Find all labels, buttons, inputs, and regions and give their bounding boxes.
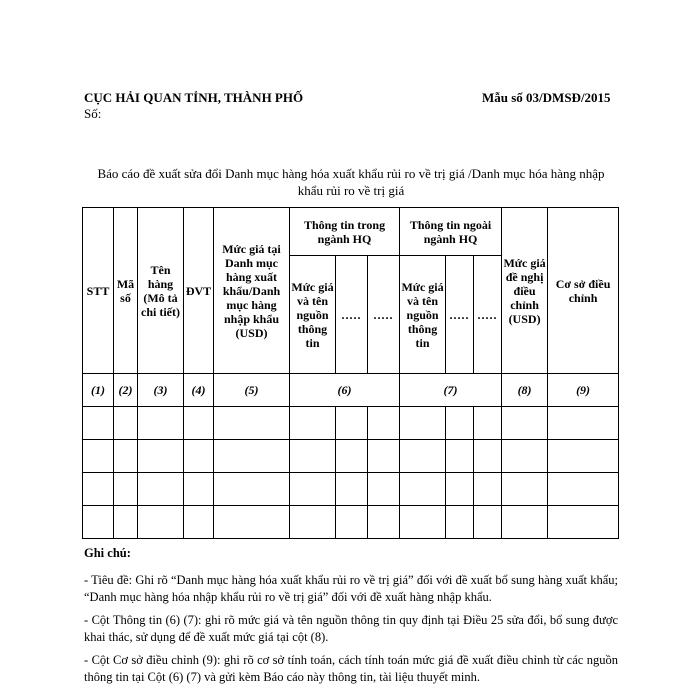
table-row [83, 473, 619, 506]
form-code: Mẫu số 03/DMSĐ/2015 [482, 90, 611, 105]
note-item: - Cột Thông tin (6) (7): ghi rõ mức giá và tên nguồn thông tin quy định tại Điều 25 sửa đổi, bổ sung được khai thác, sử dụng để đề xuất mức giá tại cột (8). [84, 613, 618, 644]
col-header-ten-hang: Tên hàng (Mô tả chi tiết) [138, 208, 184, 374]
table-cell [83, 506, 114, 539]
sub-header-out-dots-2: ..... [474, 256, 502, 374]
group-header-out-hq: Thông tin ngoài ngành HQ [400, 208, 502, 256]
table-cell [83, 440, 114, 473]
table-cell [446, 473, 474, 506]
column-number: (2) [114, 374, 138, 407]
col-header-muc-gia: Mức giá tại Danh mục hàng xuất khẩu/Danh mục hàng nhập khẩu (USD) [214, 208, 290, 374]
table-cell [83, 473, 114, 506]
table-cell [368, 473, 400, 506]
col-header-dvt: ĐVT [184, 208, 214, 374]
column-number: (4) [184, 374, 214, 407]
table-cell [214, 407, 290, 440]
table-cell [502, 506, 548, 539]
table-cell [446, 440, 474, 473]
table-cell [114, 440, 138, 473]
table-cell [400, 440, 446, 473]
table-cell [474, 473, 502, 506]
notes-section [84, 545, 618, 692]
table-cell [336, 473, 368, 506]
sub-header-out-price: Mức giá và tên nguồn thông tin [400, 256, 446, 374]
column-number: (7) [400, 374, 502, 407]
group-header-in-hq: Thông tin trong ngành HQ [290, 208, 400, 256]
table-cell [290, 440, 336, 473]
col-header-stt: STT [83, 208, 114, 374]
sub-header-in-dots-2: ..... [368, 256, 400, 374]
table-cell [290, 473, 336, 506]
table-cell [400, 506, 446, 539]
table-cell [548, 473, 619, 506]
table-cell [368, 506, 400, 539]
table-cell [138, 473, 184, 506]
table-row [83, 506, 619, 539]
col-header-de-nghi: Mức giá đề nghị điều chỉnh (USD) [502, 208, 548, 374]
table-row [83, 440, 619, 473]
column-number: (1) [83, 374, 114, 407]
table-cell [474, 407, 502, 440]
table-cell [400, 473, 446, 506]
column-number: (3) [138, 374, 184, 407]
table-cell [290, 506, 336, 539]
table-cell [502, 407, 548, 440]
agency-name: CỤC HẢI QUAN TỈNH, THÀNH PHỐ [84, 90, 304, 105]
table-cell [138, 440, 184, 473]
table-cell [214, 473, 290, 506]
table-cell [368, 407, 400, 440]
table-cell [336, 407, 368, 440]
table-cell [502, 440, 548, 473]
table-cell [114, 473, 138, 506]
report-title: Báo cáo đề xuất sửa đổi Danh mục hàng hóa xuất khẩu rủi ro về trị giá /Danh mục hóa hàng nhập khẩu rủi ro về trị giá [97, 166, 605, 198]
table-row [83, 407, 619, 440]
table-cell [184, 407, 214, 440]
table-cell [138, 407, 184, 440]
table-cell [548, 506, 619, 539]
table-cell [336, 506, 368, 539]
table-cell [214, 506, 290, 539]
note-item: - Tiêu đề: Ghi rõ “Danh mục hàng hóa xuất khẩu rủi ro về trị giá” đối với đề xuất bổ sung hàng xuất khẩu; “Danh mục hàng hóa nhập khẩu rủi ro về trị giá” đối với đề xuất hàng nhập khẩu. [84, 573, 618, 604]
table-cell [290, 407, 336, 440]
column-number: (9) [548, 374, 619, 407]
table-cell [502, 473, 548, 506]
table-cell [446, 407, 474, 440]
table-cell [114, 506, 138, 539]
table-cell [446, 506, 474, 539]
col-header-ma-so: Mã số [114, 208, 138, 374]
column-number: (8) [502, 374, 548, 407]
table-cell [400, 407, 446, 440]
table-cell [184, 440, 214, 473]
table-cell [138, 506, 184, 539]
table-cell [368, 440, 400, 473]
table-cell [114, 407, 138, 440]
table-cell [336, 440, 368, 473]
table-cell [474, 506, 502, 539]
sub-header-in-dots-1: ..... [336, 256, 368, 374]
table-cell [184, 473, 214, 506]
table-cell [548, 407, 619, 440]
sub-header-in-price: Mức giá và tên nguồn thông tin [290, 256, 336, 374]
column-number: (5) [214, 374, 290, 407]
document-number-label: Số: [84, 106, 102, 121]
report-table [82, 207, 619, 539]
table-cell [474, 440, 502, 473]
header-left [84, 90, 303, 122]
table-cell [184, 506, 214, 539]
note-item: - Cột Cơ sở điều chỉnh (9): ghi rõ cơ sở tính toán, cách tính toán mức giá đề xuất điều chỉnh từ các nguồn thông tin tại Cột (6) (7) và gửi kèm Báo cáo này thông tin, tài liệu thuyết minh. [84, 653, 618, 684]
col-header-co-so: Cơ sở điều chỉnh [548, 208, 619, 374]
table-cell [83, 407, 114, 440]
table-cell [214, 440, 290, 473]
column-number: (6) [290, 374, 400, 407]
table-cell [548, 440, 619, 473]
notes-title: Ghi chú: [84, 546, 131, 560]
sub-header-out-dots-1: ..... [446, 256, 474, 374]
